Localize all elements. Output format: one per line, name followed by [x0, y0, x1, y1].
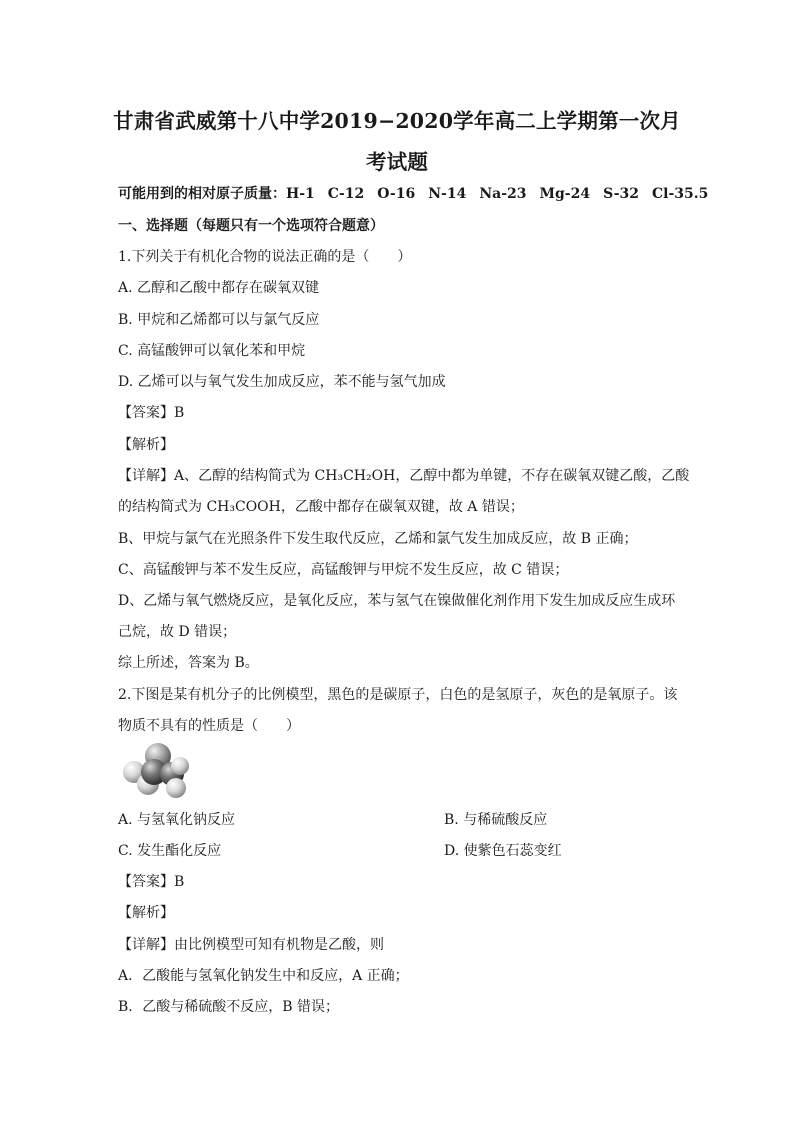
q1-stem: 1.下列关于有机化合物的说法正确的是（ ）	[118, 249, 412, 265]
q2-detail-line: 【详解】由比例模型可知有机物是乙酸，则	[118, 937, 384, 953]
atomic-mass-item: O-16	[377, 186, 416, 202]
atomic-mass-line	[118, 184, 721, 204]
document-title-line2: 考试题	[365, 150, 429, 174]
q2-answer: 【答案】B	[118, 874, 185, 890]
q2-stem-line2: 物质不具有的性质是（ ）	[118, 718, 300, 734]
q1-answer: 【答案】B	[118, 405, 185, 421]
q2-option-c: C. 发生酯化反应	[118, 843, 222, 859]
section-header: 一、选择题（每题只有一个选项符合题意）	[118, 218, 384, 234]
q2-detail-line: A．乙酸能与氢氧化钠发生中和反应，A 正确；	[118, 968, 409, 984]
q1-option-d: D. 乙烯可以与氧气发生加成反应，苯不能与氢气加成	[118, 374, 446, 390]
q1-option-a: A. 乙醇和乙酸中都存在碳氧双键	[118, 280, 320, 296]
atomic-mass-item: Mg-24	[539, 186, 591, 202]
atomic-mass-item: H-1	[286, 186, 315, 202]
q2-option-d: D. 使紫色石蕊变红	[444, 843, 562, 859]
q1-option-b: B. 甲烷和乙烯都可以与氯气反应	[118, 312, 320, 328]
atomic-mass-item: Cl-35.5	[652, 186, 709, 202]
molecule-model-icon	[118, 740, 192, 804]
q2-option-a: A. 与氢氧化钠反应	[118, 812, 236, 828]
q1-detail-line: C、高锰酸钾与苯不发生反应，高锰酸钾与甲烷不发生反应，故 C 错误；	[118, 562, 569, 578]
atomic-mass-item: S-32	[603, 186, 640, 202]
q1-detail-line: D、乙烯与氧气燃烧反应，是氧化反应，苯与氢气在镍做催化剂作用下发生加成反应生成环	[118, 593, 676, 609]
q1-detail-line: 【详解】A、乙醇的结构简式为 CH₃CH₂OH，乙醇中都为单键，不存在碳氧双键乙酸，乙酸	[118, 468, 690, 484]
q1-option-c: C. 高锰酸钾可以氧化苯和甲烷	[118, 343, 306, 359]
q2-option-b: B. 与稀硫酸反应	[444, 812, 548, 828]
q1-detail-line: 己烷，故 D 错误；	[118, 624, 237, 640]
atomic-mass-item: Na-23	[479, 186, 527, 202]
atomic-mass-item: N-14	[428, 186, 467, 202]
q2-stem-line1: 2.下图是某有机分子的比例模型，黑色的是碳原子，白色的是氢原子，灰色的是氧原子。该	[118, 687, 678, 703]
q2-detail-line: B．乙酸与稀硫酸不反应，B 错误；	[118, 999, 340, 1015]
q1-summary-line: 综上所述，答案为 B。	[118, 655, 259, 671]
q1-detail-line: B、甲烷与氯气在光照条件下发生取代反应，乙烯和氯气发生加成反应，故 B 正确；	[118, 531, 638, 547]
atomic-mass-label: 可能用到的相对原子质量：	[118, 186, 286, 202]
atomic-mass-item: C-12	[327, 186, 365, 202]
q1-detail-line: 的结构简式为 CH₃COOH，乙酸中都存在碳氧双键，故 A 错误；	[118, 499, 524, 515]
document-title-line1: 甘肃省武威第十八中学2019−2020学年高二上学期第一次月	[113, 109, 681, 133]
q1-analysis-label: 【解析】	[118, 437, 174, 453]
q2-analysis-label: 【解析】	[118, 905, 174, 921]
